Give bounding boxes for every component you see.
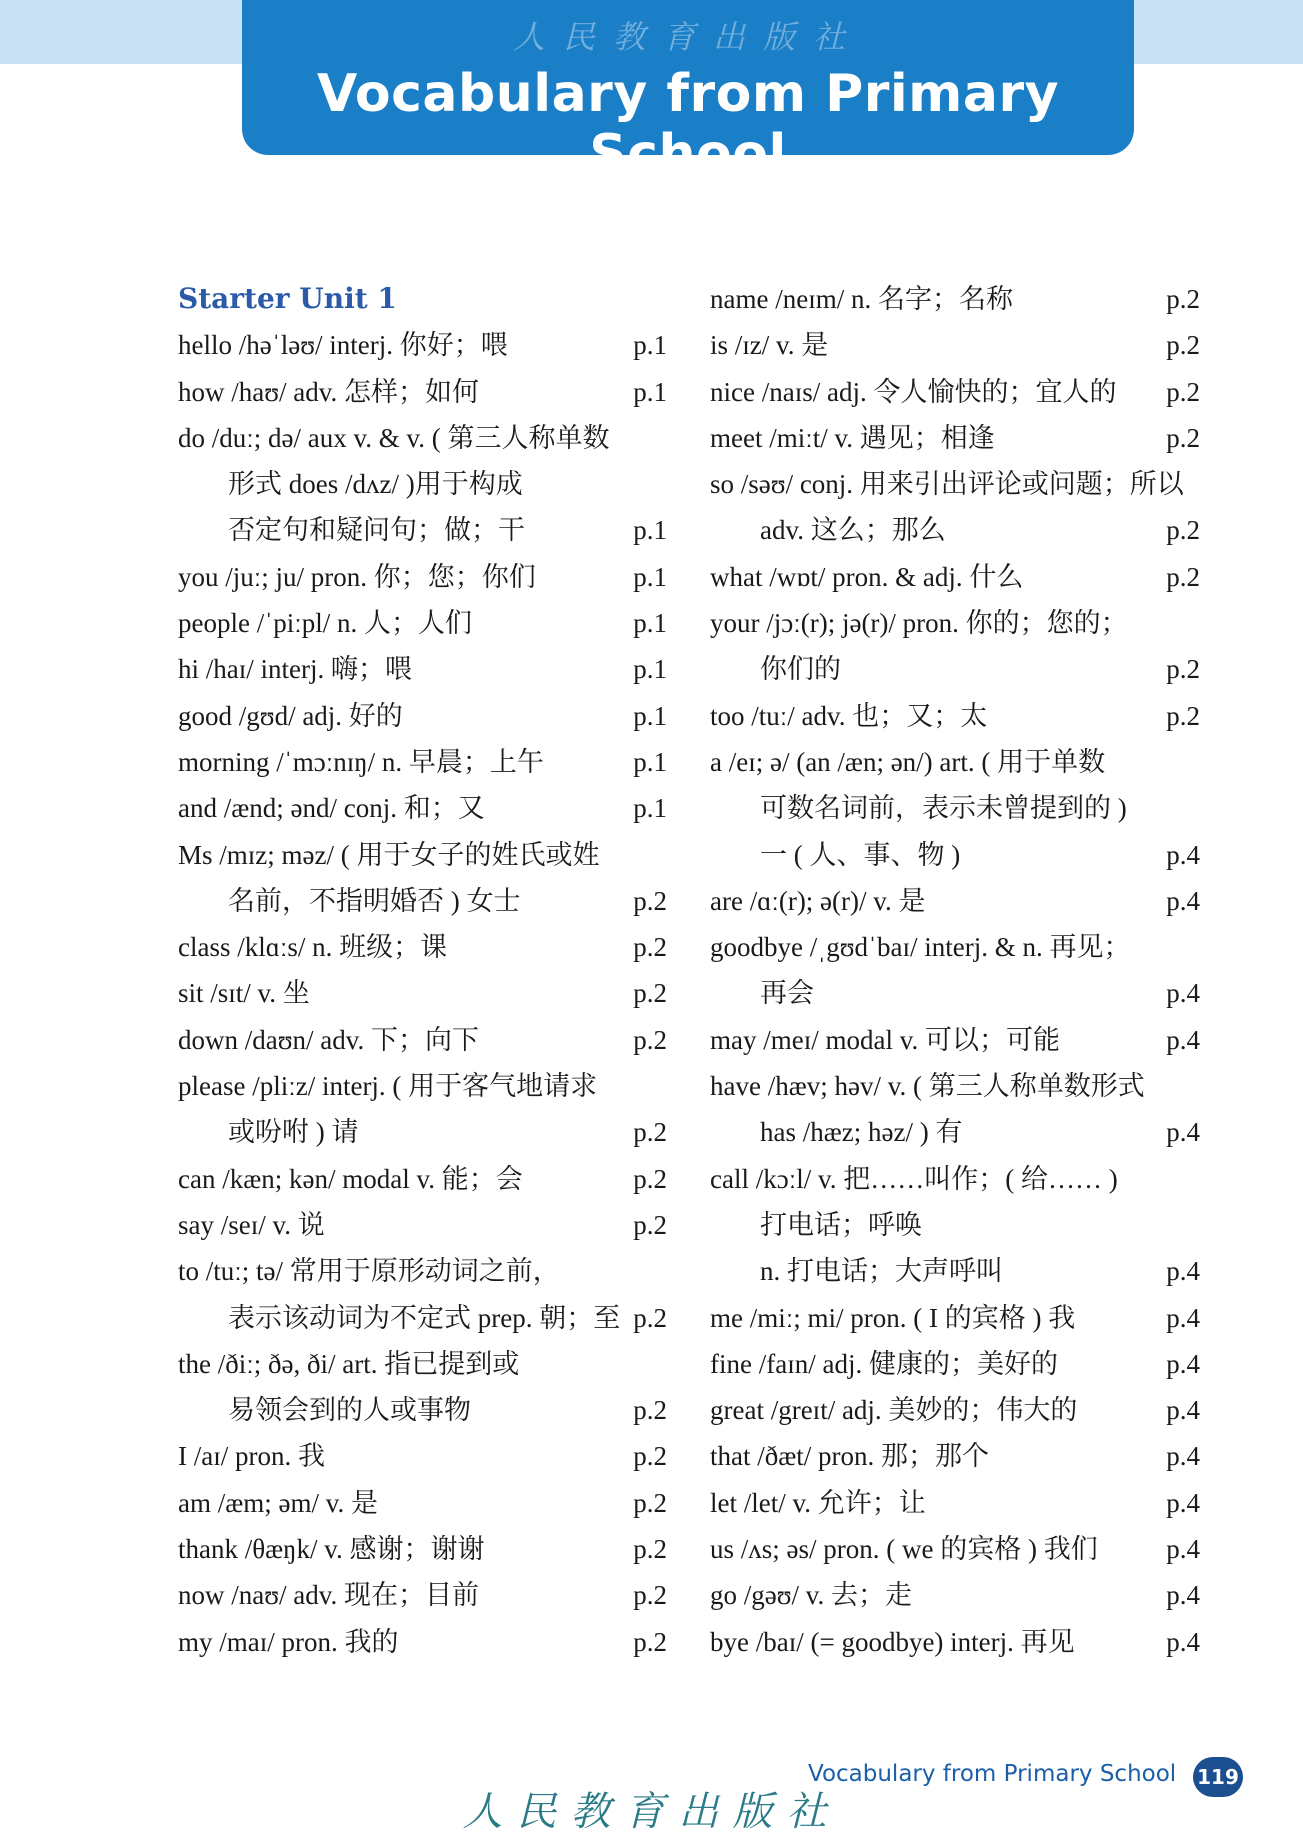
vocab-entry-page-ref: p.2 (633, 932, 667, 963)
vocab-entry-page-ref: p.1 (633, 700, 667, 731)
vocab-entry-continuation (710, 785, 1200, 831)
vocab-entry-text: can /kæn; kən/ modal v. 能；会 (178, 1163, 523, 1194)
vocab-entry-text: a /eɪ; ə/ (an /æn; ən/) art. ( 用于单数 (710, 746, 1106, 777)
vocab-entry-text: how /haʊ/ adv. 怎样；如何 (178, 376, 480, 407)
vocab-entry-page-ref: p.1 (633, 376, 667, 407)
vocab-entry-page-ref: p.2 (1166, 561, 1200, 592)
vocab-entry (178, 1619, 667, 1665)
vocab-entry (710, 600, 1200, 646)
vocab-entry (710, 1619, 1200, 1665)
vocab-entry-text: the /ðiː; ðə, ði/ art. 指已提到或 (178, 1348, 520, 1379)
vocab-entry-text: 打电话；呼唤 (760, 1209, 922, 1240)
vocab-entry (710, 415, 1200, 461)
vocab-entry (178, 369, 667, 415)
publisher-watermark: 人民教育出版社 (512, 18, 863, 56)
vocab-entry-page-ref: p.4 (1166, 1348, 1200, 1379)
vocab-entry-page-ref: p.2 (633, 1626, 667, 1657)
vocab-entry-text: morning /ˈmɔːnɪŋ/ n. 早晨；上午 (178, 746, 544, 777)
vocab-entry-page-ref: p.1 (633, 654, 667, 685)
vocab-entry-text: bye /baɪ/ (= goodbye) interj. 再见 (710, 1626, 1075, 1657)
vocab-entry-text: now /naʊ/ adv. 现在；目前 (178, 1580, 480, 1611)
vocab-entry-text: have /hæv; həv/ v. ( 第三人称单数形式 (710, 1071, 1145, 1102)
vocab-entry (710, 1387, 1200, 1433)
vocab-entry-continuation (178, 1295, 667, 1341)
vocab-entry (710, 461, 1200, 507)
vocab-entry-page-ref: p.4 (1166, 1395, 1200, 1426)
vocab-entry-text: meet /miːt/ v. 遇见；相逢 (710, 422, 995, 453)
vocab-entry-text: goodbye /ˌgʊdˈbaɪ/ interj. & n. 再见； (710, 932, 1131, 963)
vocab-entry-page-ref: p.2 (633, 978, 667, 1009)
vocab-entry (178, 1156, 667, 1202)
vocab-entry-page-ref: p.2 (1166, 700, 1200, 731)
vocab-entry-page-ref: p.4 (1166, 1302, 1200, 1333)
vocab-entry-page-ref: p.1 (633, 515, 667, 546)
vocab-entry (710, 924, 1200, 970)
vocab-entry-page-ref: p.1 (633, 608, 667, 639)
vocab-entry-continuation (710, 832, 1200, 878)
vocab-entry (178, 1063, 667, 1109)
vocab-entry-page-ref: p.4 (1166, 1024, 1200, 1055)
vocab-entry (178, 1202, 667, 1248)
vocab-entry-page-ref: p.2 (1166, 330, 1200, 361)
vocab-entry (178, 1017, 667, 1063)
vocab-entry-page-ref: p.2 (633, 1117, 667, 1148)
vocab-entry-page-ref: p.2 (633, 1163, 667, 1194)
vocab-entry (178, 1433, 667, 1479)
vocab-entry-text: good /gʊd/ adj. 好的 (178, 700, 403, 731)
vocab-entry-text: let /let/ v. 允许；让 (710, 1487, 926, 1518)
vocab-entry-text: may /meɪ/ modal v. 可以；可能 (710, 1024, 1060, 1055)
vocab-entry (178, 970, 667, 1016)
vocab-entry-continuation (178, 1387, 667, 1433)
page-title: Vocabulary from Primary School (316, 64, 1059, 184)
vocab-entry (710, 276, 1200, 322)
vocab-entry-text: class /klɑːs/ n. 班级；课 (178, 932, 448, 963)
vocab-entry-text: 一 ( 人、事、物 ) (760, 839, 961, 870)
vocab-entry-text: down /daʊn/ adv. 下；向下 (178, 1024, 480, 1055)
vocab-entry-page-ref: p.4 (1166, 1117, 1200, 1148)
vocab-entry-text: am /æm; əm/ v. 是 (178, 1487, 378, 1518)
vocab-entry (178, 1341, 667, 1387)
vocab-entry-continuation (710, 1202, 1200, 1248)
vocab-entry (710, 369, 1200, 415)
vocab-entry (710, 739, 1200, 785)
vocab-entry-page-ref: p.4 (1166, 1580, 1200, 1611)
vocab-entry-text: 形式 does /dʌz/ )用于构成 (228, 469, 523, 500)
vocab-entry-page-ref: p.1 (633, 793, 667, 824)
vocab-entry (710, 322, 1200, 368)
vocab-entry (710, 878, 1200, 924)
vocab-entry-text: are /ɑː(r); ə(r)/ v. 是 (710, 885, 926, 916)
vocab-entry-text: is /ɪz/ v. 是 (710, 330, 829, 361)
vocab-entry (178, 554, 667, 600)
publisher-logo: 人民教育出版社 (462, 1789, 841, 1835)
vocab-entry-page-ref: p.4 (1166, 1534, 1200, 1565)
vocab-entry-page-ref: p.2 (633, 1441, 667, 1472)
vocab-entry-text: your /jɔː(r); jə(r)/ pron. 你的；您的； (710, 608, 1128, 639)
vocab-entry-continuation (710, 1248, 1200, 1294)
vocab-entry-text: Ms /mɪz; məz/ ( 用于女子的姓氏或姓 (178, 839, 600, 870)
vocab-entry (710, 1480, 1200, 1526)
vocab-entry (178, 832, 667, 878)
vocab-column-left (178, 276, 667, 1665)
vocab-entry-text: n. 打电话；大声呼叫 (760, 1256, 1003, 1287)
vocab-entry-text: thank /θæŋk/ v. 感谢；谢谢 (178, 1534, 485, 1565)
vocab-entry-page-ref: p.4 (1166, 1441, 1200, 1472)
vocab-entry-page-ref: p.2 (1166, 376, 1200, 407)
vocab-entry (710, 1295, 1200, 1341)
vocab-entry-page-ref: p.2 (633, 1209, 667, 1240)
vocab-entry-text: 易领会到的人或事物 (228, 1395, 471, 1426)
vocab-entry (710, 693, 1200, 739)
vocab-entry-text: you /juː; ju/ pron. 你；您；你们 (178, 561, 536, 592)
vocab-entry-continuation (710, 646, 1200, 692)
vocab-entry-text: sit /sɪt/ v. 坐 (178, 978, 310, 1009)
vocab-entry (710, 1433, 1200, 1479)
vocab-entry-text: fine /faɪn/ adj. 健康的；美好的 (710, 1348, 1058, 1379)
vocab-entry (710, 554, 1200, 600)
vocab-entry-page-ref: p.4 (1166, 1626, 1200, 1657)
unit-heading-text: Starter Unit 1 (178, 282, 397, 315)
vocab-entry (178, 322, 667, 368)
vocab-entry-page-ref: p.4 (1166, 885, 1200, 916)
vocab-entry-page-ref: p.4 (1166, 839, 1200, 870)
vocab-entry-page-ref: p.2 (633, 1024, 667, 1055)
vocab-entry-text: hi /haɪ/ interj. 嗨；喂 (178, 654, 412, 685)
vocab-entry-page-ref: p.1 (633, 561, 667, 592)
vocab-entry (178, 415, 667, 461)
vocab-entry-page-ref: p.2 (1166, 284, 1200, 314)
vocab-entry (710, 1526, 1200, 1572)
vocab-entry (178, 1526, 667, 1572)
vocab-entry (178, 1480, 667, 1526)
vocab-entry-text: my /maɪ/ pron. 我的 (178, 1626, 399, 1657)
vocab-entry-text: people /ˈpiːpl/ n. 人；人们 (178, 608, 472, 639)
vocab-entry-text: to /tuː; tə/ 常用于原形动词之前， (178, 1256, 560, 1287)
vocab-entry-text: I /aɪ/ pron. 我 (178, 1441, 325, 1472)
vocab-entry-page-ref: p.2 (633, 1534, 667, 1565)
unit-heading (178, 276, 667, 322)
vocab-entry (710, 1017, 1200, 1063)
vocab-entry (178, 739, 667, 785)
vocab-entry-page-ref: p.4 (1166, 978, 1200, 1009)
vocab-entry-text: that /ðæt/ pron. 那；那个 (710, 1441, 989, 1472)
vocab-entry-text: what /wɒt/ pron. & adj. 什么 (710, 561, 1024, 592)
vocab-entry (178, 1248, 667, 1294)
vocab-entry-continuation (178, 1109, 667, 1155)
vocab-entry-text: so /səʊ/ conj. 用来引出评论或问题；所以 (710, 469, 1184, 500)
vocab-entry-page-ref: p.4 (1166, 1256, 1200, 1287)
vocab-entry-text: 再会 (760, 978, 814, 1009)
vocab-entry-text: me /miː; mi/ pron. ( I 的宾格 ) 我 (710, 1302, 1076, 1333)
vocab-entry-text: hello /həˈləʊ/ interj. 你好；喂 (178, 330, 508, 361)
vocab-entry-text: call /kɔːl/ v. 把……叫作；( 给…… ) (710, 1163, 1118, 1194)
vocab-entry-page-ref: p.2 (1166, 515, 1200, 546)
vocab-entry-text: 你们的 (760, 654, 841, 685)
vocab-entry (178, 924, 667, 970)
vocab-entry-page-ref: p.2 (633, 1302, 667, 1333)
vocab-entry-text: 名前，不指明婚否 ) 女士 (228, 885, 521, 916)
vocab-entry-text: do /duː; də/ aux v. & v. ( 第三人称单数 (178, 422, 610, 453)
footer-label: Vocabulary from Primary School (808, 1761, 1177, 1787)
vocab-entry (178, 600, 667, 646)
vocab-entry-text: too /tuː/ adv. 也；又；太 (710, 700, 988, 731)
vocab-entry-text: go /gəʊ/ v. 去；走 (710, 1580, 913, 1611)
vocab-entry-page-ref: p.2 (1166, 422, 1200, 453)
vocab-entry-text: has /hæz; həz/ ) 有 (760, 1117, 963, 1148)
header-tab (242, 0, 1134, 184)
vocab-entry (710, 1063, 1200, 1109)
vocab-entry-continuation (710, 970, 1200, 1016)
vocab-entry (178, 1572, 667, 1618)
vocab-entry-continuation (178, 507, 667, 553)
vocab-entry-continuation (710, 1109, 1200, 1155)
vocab-entry-continuation (178, 878, 667, 924)
vocab-column-right (710, 276, 1200, 1665)
vocab-entry-page-ref: p.2 (1166, 654, 1200, 685)
vocab-entry-page-ref: p.2 (633, 1395, 667, 1426)
vocab-entry-page-ref: p.1 (633, 746, 667, 777)
vocab-entry-text: and /ænd; ənd/ conj. 和；又 (178, 793, 485, 824)
vocab-entry (710, 1572, 1200, 1618)
vocab-entry-text: 可数名词前，表示未曾提到的 ) (760, 793, 1127, 824)
vocab-entry-text: please /pliːz/ interj. ( 用于客气地请求 (178, 1071, 598, 1102)
vocab-entry-continuation (178, 461, 667, 507)
vocab-entry-text: 或吩咐 ) 请 (228, 1117, 359, 1148)
vocab-entry-text: name /neɪm/ n. 名字；名称 (710, 284, 1013, 314)
vocab-entry-page-ref: p.2 (633, 1580, 667, 1611)
vocab-entry (710, 1341, 1200, 1387)
vocab-entry (178, 693, 667, 739)
vocab-entry (710, 1156, 1200, 1202)
vocab-entry-text: say /seɪ/ v. 说 (178, 1209, 325, 1240)
vocab-entry-page-ref: p.2 (633, 885, 667, 916)
vocab-entry-text: us /ʌs; əs/ pron. ( we 的宾格 ) 我们 (710, 1534, 1098, 1565)
vocab-entry-page-ref: p.2 (633, 1487, 667, 1518)
vocab-entry-text: 表示该动词为不定式 prep. 朝；至 (228, 1302, 621, 1333)
vocab-entry (178, 646, 667, 692)
vocab-entry (178, 785, 667, 831)
vocab-entry-text: 否定句和疑问句；做；干 (228, 515, 525, 546)
vocab-entry-continuation (710, 507, 1200, 553)
vocab-entry-text: nice /naɪs/ adj. 令人愉快的；宜人的 (710, 376, 1117, 407)
vocab-entry-text: adv. 这么；那么 (760, 515, 946, 546)
vocab-entry-page-ref: p.1 (633, 330, 667, 361)
vocab-entry-text: great /greɪt/ adj. 美妙的；伟大的 (710, 1395, 1078, 1426)
page-number: 119 (1193, 1757, 1243, 1797)
vocab-entry-page-ref: p.4 (1166, 1487, 1200, 1518)
